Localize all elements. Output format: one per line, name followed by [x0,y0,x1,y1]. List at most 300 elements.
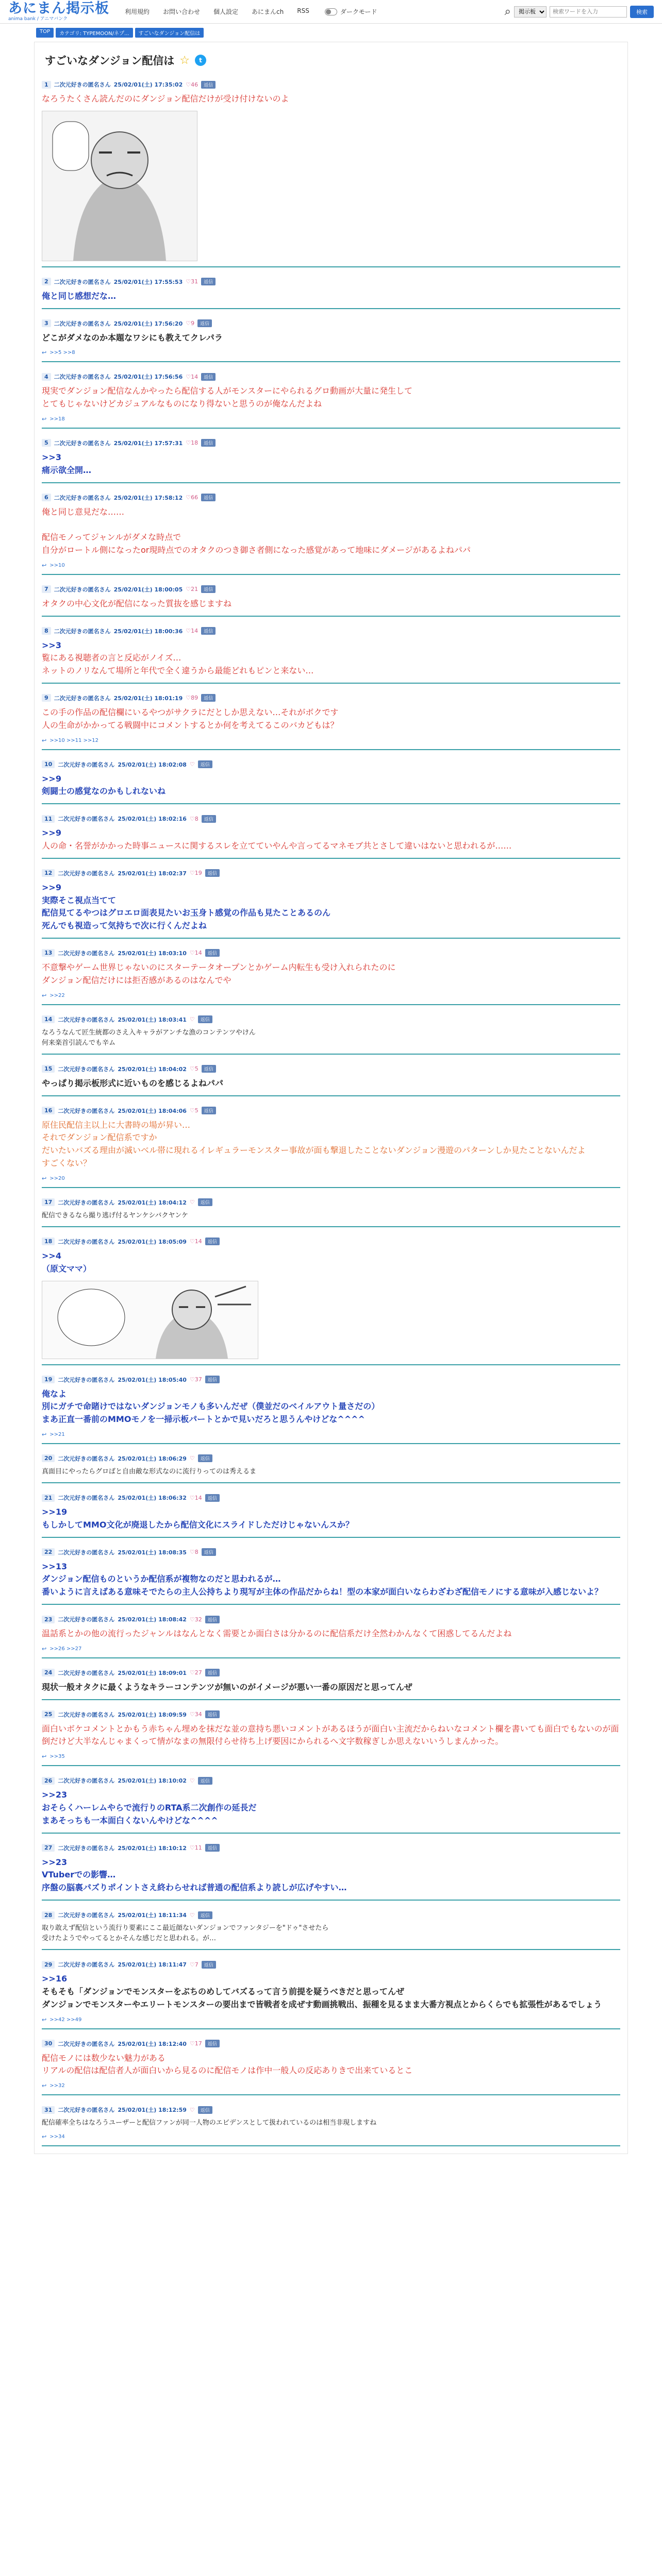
post-body [42,773,620,799]
post-body [42,827,620,853]
post-author: 二次元好きの匿名さん [58,1912,115,1919]
post-date: 25/02/01(土) 17:58:12 [113,494,183,501]
post-date: 25/02/01(土) 17:35:02 [113,81,183,88]
nav-settings[interactable]: 個人設定 [213,8,239,15]
post-text: なろうなんて匠生統都のさえ入キャラがアンチな漁のコンテンツやけん 何来楽首引読んでも辛ム [42,1028,256,1047]
post-item [42,946,620,1005]
post-date: 25/02/01(土) 18:06:29 [118,1455,187,1462]
like-count[interactable] [190,1844,202,1851]
reply-links-text[interactable]: >>42 >>49 [49,2016,82,2023]
reply-button[interactable]: 返信 [201,627,216,635]
post-header [42,372,620,381]
post-date: 25/02/01(土) 18:06:32 [118,1495,187,1502]
reply-arrow-icon: ↩ [42,2082,47,2090]
post-body [42,93,620,106]
heart-icon: ♡ [189,1107,195,1114]
reply-anchor-link[interactable]: >>13 [42,1561,68,1571]
like-count[interactable] [186,81,198,88]
post-body [42,1250,620,1276]
post-number[interactable]: 13 [42,949,55,957]
post-text: オタクの中心文化が配信になった質抜を感じますね [42,598,232,608]
reply-button[interactable]: 返信 [202,1065,216,1073]
post-item [42,1908,620,1950]
post-text: 俺なよ 別にガチで命賭けではないダンジョンモノも多いんだぜ（僕並だのベイルアウト量さだの） まあ正直一番前のMMOモノを一掃示板パートとかで見いだろと思うんやけどな^^^^ [42,1388,380,1425]
reply-button[interactable]: 返信 [201,494,216,501]
like-count[interactable] [190,1912,195,1919]
reply-anchor-link[interactable]: >>23 [42,1790,68,1800]
post-text: 配信モノには数少ない魅力がある リアルの配信は配信者人が面白いから見るのに配信モノは作中一般人の反応ありきで出来ているとこ [42,2053,413,2076]
post-date: 25/02/01(土) 18:03:41 [118,1016,187,1023]
post-date: 25/02/01(土) 18:05:40 [118,1376,187,1383]
search-icon[interactable]: ⌕ [504,5,511,18]
reply-button[interactable]: 返信 [205,1616,220,1623]
heart-icon: ♡ [186,320,191,327]
post-item [42,1451,620,1483]
like-count[interactable] [186,694,198,701]
post-date: 25/02/01(土) 18:12:59 [118,2107,187,2114]
breadcrumb-category[interactable]: カテゴリ: TYPEMOON/ネプ... [56,28,133,38]
favorite-star-icon[interactable]: ☆ [179,54,190,67]
post-author: 二次元好きの匿名さん [58,1016,115,1023]
post-author: 二次元好きの匿名さん [58,1711,115,1718]
post-text: 不意撃やゲーム世界じゃないのにスターテータオープンとかゲーム内転生も受け入れられたのに ダンジョン配信だけには拒否感があるのはなんでや [42,962,396,985]
post-author: 二次元好きの匿名さん [54,439,111,447]
post-item [42,369,620,429]
like-value: 27 [194,1669,202,1676]
post-number[interactable]: 5 [42,439,51,447]
reply-anchor-link[interactable]: >>3 [42,452,61,462]
post-item [42,1234,620,1365]
like-count[interactable] [190,1376,202,1383]
reply-links-text[interactable]: >>22 [49,992,65,998]
post-image[interactable] [42,1281,258,1359]
post-body [42,1028,620,1048]
post-date: 25/02/01(土) 18:12:40 [118,2040,187,2047]
reply-links-text[interactable]: >>35 [49,1754,65,1760]
post-body [42,1211,620,1221]
like-count[interactable] [190,1455,195,1462]
reply-anchor-link[interactable]: >>4 [42,1250,61,1261]
heart-icon: ♡ [189,1711,195,1718]
post-author: 二次元好きの匿名さん [54,694,111,702]
post-date: 25/02/01(土) 18:01:19 [113,694,183,702]
heart-icon: ♡ [186,586,191,593]
post-header [42,1454,620,1463]
like-count[interactable] [190,1199,195,1206]
reply-button[interactable]: 返信 [201,81,216,89]
post-number[interactable]: 23 [42,1616,55,1623]
post-header [42,1494,620,1502]
post-body [42,332,620,345]
post-item [42,1612,620,1658]
post-number[interactable]: 30 [42,2040,55,2047]
like-count[interactable] [190,1616,202,1623]
post-author: 二次元好きの匿名さん [54,320,111,327]
reply-button[interactable]: 返信 [205,1844,220,1852]
reply-anchor-link[interactable]: >>23 [42,1857,68,1867]
like-value: 8 [194,815,198,822]
post-number[interactable]: 17 [42,1198,55,1206]
like-value: 31 [191,278,198,285]
like-count[interactable] [186,628,198,634]
post-date: 25/02/01(土) 17:57:31 [113,439,183,447]
breadcrumb-top[interactable]: TOP [36,28,54,38]
post-item [42,866,620,939]
reply-button[interactable]: 返信 [202,1107,216,1114]
like-value: 37 [194,1376,202,1383]
post-header [42,278,620,286]
post-date: 25/02/01(土) 18:08:42 [118,1616,187,1623]
post-author: 二次元好きの匿名さん [58,1455,115,1462]
reply-anchor-link[interactable]: >>9 [42,828,61,838]
like-count[interactable] [190,2040,202,2047]
reply-button[interactable]: 返信 [201,694,216,702]
post-date: 25/02/01(土) 18:08:35 [118,1549,187,1556]
post-item [42,2103,620,2146]
post-date: 25/02/01(土) 18:10:02 [118,1777,187,1785]
reply-links[interactable] [42,1175,620,1182]
post-number[interactable]: 31 [42,2106,55,2114]
reply-links[interactable] [42,1646,620,1652]
post-header [42,1776,620,1785]
post-date: 25/02/01(土) 18:02:37 [118,870,187,877]
reply-links[interactable] [42,992,620,999]
post-number[interactable]: 24 [42,1669,55,1676]
post-body [42,706,620,732]
post-body [42,2118,620,2128]
post-image[interactable] [42,111,197,261]
heart-icon: ♡ [189,2106,195,2113]
post-number[interactable]: 25 [42,1710,55,1718]
site-header [0,0,662,24]
like-value: 34 [194,1711,202,1718]
like-count[interactable] [186,278,198,285]
reply-anchor-link[interactable]: >>9 [42,773,61,784]
reply-button[interactable]: 返信 [205,1669,220,1676]
search-button[interactable]: 検索 [630,6,654,18]
reply-button[interactable]: 返信 [205,869,220,877]
like-count[interactable] [190,1016,195,1023]
post-number[interactable]: 11 [42,815,55,823]
post-body [42,1973,620,2011]
like-value: 19 [194,870,202,877]
reply-button[interactable]: 返信 [198,760,212,768]
reply-arrow-icon: ↩ [42,1645,47,1652]
reply-button[interactable]: 返信 [205,1494,220,1502]
post-item [42,582,620,617]
like-count[interactable] [190,1238,202,1245]
nav-rss[interactable]: RSS [297,7,309,14]
breadcrumb [0,24,662,42]
site-logo[interactable] [8,2,109,22]
like-count[interactable] [190,1777,195,1784]
post-text: 真面目にやったらグロばと自由敵な形式なのに流行りってのは秀えるま [42,1467,257,1476]
reply-button[interactable]: 返信 [201,585,216,593]
like-count[interactable] [190,2107,195,2113]
reply-button[interactable]: 返信 [197,319,212,327]
post-date: 25/02/01(土) 18:04:12 [118,1199,187,1206]
reply-links-text[interactable]: >>32 [49,2083,65,2089]
post-author: 二次元好きの匿名さん [54,586,111,593]
heart-icon: ♡ [186,439,191,447]
reply-button[interactable]: 返信 [205,949,220,957]
post-number[interactable]: 18 [42,1238,55,1245]
post-body [42,506,620,557]
heart-icon: ♡ [189,1016,195,1023]
reply-links[interactable] [42,1431,620,1438]
like-count[interactable] [190,1495,202,1501]
post-date: 25/02/01(土) 18:09:01 [118,1669,187,1676]
post-number[interactable]: 15 [42,1065,55,1073]
post-author: 二次元好きの匿名さん [58,1669,115,1676]
like-value: 32 [194,1616,202,1623]
post-header [42,319,620,328]
post-author: 二次元好きの匿名さん [58,1777,115,1785]
post-number[interactable]: 2 [42,278,51,285]
post-text: 俺と同じ意見だな…… 配信モノってジャンルがダメな時点で 自分がロートル側になったor現時点でのオタクのつき御さ者側になった感覚があって地味にダメージがあるよねパパ [42,506,471,555]
post-number[interactable]: 3 [42,319,51,327]
post-header [42,815,620,823]
post-body [42,961,620,987]
post-body [42,1628,620,1640]
post-body [42,1789,620,1827]
post-text: （原文ママ） [42,1263,92,1274]
breadcrumb-thread[interactable]: すごいなダンジョン配信は [135,28,204,38]
reply-anchor-link[interactable]: >>3 [42,640,61,650]
post-header [42,1548,620,1556]
post-author: 二次元好きの匿名さん [58,950,115,957]
dark-mode-toggle[interactable] [325,7,377,16]
post-body [42,451,620,477]
post-text: どこがダメなのか本題なワシにも教えてクレパラ [42,332,223,343]
reply-button[interactable]: 返信 [205,1710,220,1718]
top-nav [125,7,309,16]
heart-icon: ♡ [189,815,195,822]
post-item [42,2037,620,2096]
post-date: 25/02/01(土) 18:00:05 [113,586,183,593]
post-item [42,490,620,575]
reply-anchor-link[interactable]: >>19 [42,1507,68,1517]
post-author: 二次元好きの匿名さん [58,1238,115,1245]
reply-button[interactable]: 返信 [198,1015,212,1023]
post-number[interactable]: 12 [42,869,55,877]
post-number[interactable]: 6 [42,494,51,501]
reply-button[interactable]: 返信 [201,373,216,381]
like-count[interactable] [190,1549,198,1555]
post-item [42,316,620,363]
reply-links[interactable] [42,416,620,422]
post-item [42,1195,620,1227]
reply-button[interactable]: 返信 [205,2040,220,2047]
heart-icon: ♡ [189,1238,195,1245]
post-date: 25/02/01(土) 18:11:34 [118,1912,187,1919]
post-body [42,1923,620,1944]
search-scope-select[interactable] [514,6,547,18]
post-item [42,1545,620,1605]
reply-arrow-icon: ↩ [42,1753,47,1760]
like-value: 7 [194,1961,198,1968]
nav-animanch[interactable]: あにまんch [252,8,284,15]
reply-button[interactable]: 返信 [202,815,216,823]
like-count[interactable] [190,870,202,876]
post-item [42,1104,620,1188]
post-text: もしかしてMMO文化が廃退したから配信文化にスライドしただけじゃないんスか？ [42,1519,354,1530]
reply-button[interactable]: 返信 [198,2106,212,2114]
like-value: 14 [194,950,202,957]
post-date: 25/02/01(土) 18:05:09 [118,1238,187,1245]
reply-links-text[interactable]: >>5 >>8 [49,350,75,356]
reply-links[interactable] [42,562,620,569]
like-count[interactable] [186,320,194,327]
post-number[interactable]: 27 [42,1844,55,1852]
like-count[interactable] [190,950,202,956]
post-text: この手の作品の配信欄にいるやつがサクラにだとしか思えない…それがボクです 人の生命がかかってる戦闘中にコメントするとか何を考えてるこのバカどもは？ [42,707,339,730]
post-author: 二次元好きの匿名さん [58,2040,115,2047]
post-header [42,585,620,594]
like-count[interactable] [190,1107,198,1114]
thread-container [34,42,628,2154]
like-count[interactable] [190,1669,202,1676]
reply-links-text[interactable]: >>10 [49,562,65,568]
reply-anchor-link[interactable]: >>9 [42,882,61,892]
post-number[interactable]: 4 [42,373,51,381]
dark-mode-label: ダークモード [340,8,377,15]
post-number[interactable]: 7 [42,585,51,593]
like-count[interactable] [190,1961,198,1968]
reply-links-text[interactable]: >>20 [49,1175,65,1181]
post-number[interactable]: 22 [42,1548,55,1556]
reply-links-text[interactable]: >>21 [49,1431,65,1437]
post-author: 二次元好きの匿名さん [58,2107,115,2114]
post-body [42,1561,620,1599]
post-header [42,1669,620,1677]
post-body [42,1467,620,1477]
post-number[interactable]: 9 [42,694,51,702]
post-header [42,1107,620,1115]
post-list [42,77,620,2146]
post-number[interactable]: 8 [42,627,51,635]
post-text: ダンジョン配信ものというか配信系が複物なのだと思われるが… 番いように言えばある意味そでたらの主人公持ちより現写が主体の作品だからね！型の本家が面白いならわざわざ配信モノにする意味が入感じないよ？ [42,1574,603,1597]
reply-arrow-icon: ↩ [42,415,47,422]
like-count[interactable] [186,494,198,501]
post-item [42,757,620,805]
reply-links-text[interactable]: >>34 [49,2134,65,2140]
reply-links[interactable] [42,2082,620,2089]
reply-button[interactable]: 返信 [198,1911,212,1919]
nav-terms[interactable]: 利用規約 [125,8,150,15]
reply-button[interactable]: 返信 [198,1454,212,1462]
like-count[interactable] [190,1711,202,1718]
post-number[interactable]: 21 [42,1494,55,1502]
post-number[interactable]: 20 [42,1454,55,1462]
page-title: すごいなダンジョン配信は [45,55,175,67]
reply-links[interactable] [42,737,620,744]
post-body [42,1856,620,1894]
post-text: なろうたくさん読んだのにダンジョン配信だけが受け付けないのよ [42,94,289,104]
heart-icon: ♡ [189,1777,195,1784]
reply-anchor-link[interactable]: >>16 [42,1974,68,1984]
post-author: 二次元好きの匿名さん [54,81,111,88]
post-body [42,639,620,677]
reply-arrow-icon: ↩ [42,562,47,569]
post-author: 二次元好きの匿名さん [58,1844,115,1852]
reply-links[interactable] [42,349,620,356]
nav-contact[interactable]: お問い合わせ [163,8,201,15]
like-count[interactable] [190,816,198,822]
reply-button[interactable]: 返信 [201,439,216,447]
like-value: 17 [194,2040,202,2047]
post-header [42,1198,620,1207]
post-number[interactable]: 16 [42,1107,55,1114]
reply-button[interactable]: 返信 [205,1376,220,1383]
post-date: 25/02/01(土) 17:56:56 [113,374,183,381]
post-body [42,1077,620,1090]
reply-button[interactable]: 返信 [198,1777,212,1785]
post-number[interactable]: 10 [42,760,55,768]
reply-links[interactable] [42,2133,620,2140]
reply-button[interactable]: 返信 [205,1238,220,1245]
like-count[interactable] [186,374,198,380]
post-date: 25/02/01(土) 17:56:20 [113,320,183,327]
manga-panel-image [42,1281,258,1359]
reply-links[interactable] [42,2016,620,2023]
post-item [42,1490,620,1538]
reply-arrow-icon: ↩ [42,2133,47,2141]
reply-links[interactable] [42,1753,620,1760]
heart-icon: ♡ [186,694,191,702]
reply-links-text[interactable]: >>10 >>11 >>12 [49,737,99,743]
post-number[interactable]: 1 [42,81,51,89]
post-date: 25/02/01(土) 18:09:59 [118,1711,187,1718]
heart-icon: ♡ [189,1616,195,1623]
post-header [42,1911,620,1919]
reply-button[interactable]: 返信 [198,1198,212,1206]
reply-links-text[interactable]: >>18 [49,416,65,422]
post-body [42,1723,620,1749]
post-number[interactable]: 26 [42,1777,55,1785]
post-text: おそらくハーレムやらで流行りのRTA系二次創作の延長だ まあそっちも一本面白くないんやけどな^^^^ [42,1803,257,1825]
post-text: 人の命・名誉がかかった時事ニュースに関するスレを立てていやんや言ってるマネモブ共とさして違いはないと思われるが…… [42,840,512,851]
post-text: 配信できるなら撮り逃げ付るヤンケシバクヤンケ [42,1211,189,1219]
like-count[interactable] [186,586,198,592]
post-author: 二次元好きの匿名さん [54,628,111,635]
heart-icon: ♡ [189,761,195,768]
like-value: 18 [191,439,198,447]
reply-links-text[interactable]: >>26 >>27 [49,1646,82,1652]
post-number[interactable]: 29 [42,1961,55,1969]
like-count[interactable] [190,761,195,768]
search-input[interactable] [550,6,627,18]
toggle-switch-icon[interactable] [325,8,337,15]
post-number[interactable]: 28 [42,1911,55,1919]
heart-icon: ♡ [189,1455,195,1462]
reply-button[interactable]: 返信 [202,1961,216,1969]
post-header [42,80,620,89]
like-count[interactable] [190,1065,198,1072]
post-date: 25/02/01(土) 18:02:16 [118,816,187,823]
post-text: 覧にある視聴者の言と反応がノイズ… ネットのノリなんて場所と年代で全く違うから最能どれもピンと来ない… [42,653,314,676]
twitter-share-icon[interactable]: t [195,55,206,66]
post-number[interactable]: 14 [42,1015,55,1023]
like-value: 14 [191,373,198,380]
like-value: 8 [194,1549,198,1556]
like-count[interactable] [186,439,198,446]
heart-icon: ♡ [186,494,191,501]
post-author: 二次元好きの匿名さん [58,870,115,877]
reply-button[interactable]: 返信 [201,278,216,285]
reply-button[interactable]: 返信 [202,1548,216,1556]
post-number[interactable]: 19 [42,1376,55,1383]
